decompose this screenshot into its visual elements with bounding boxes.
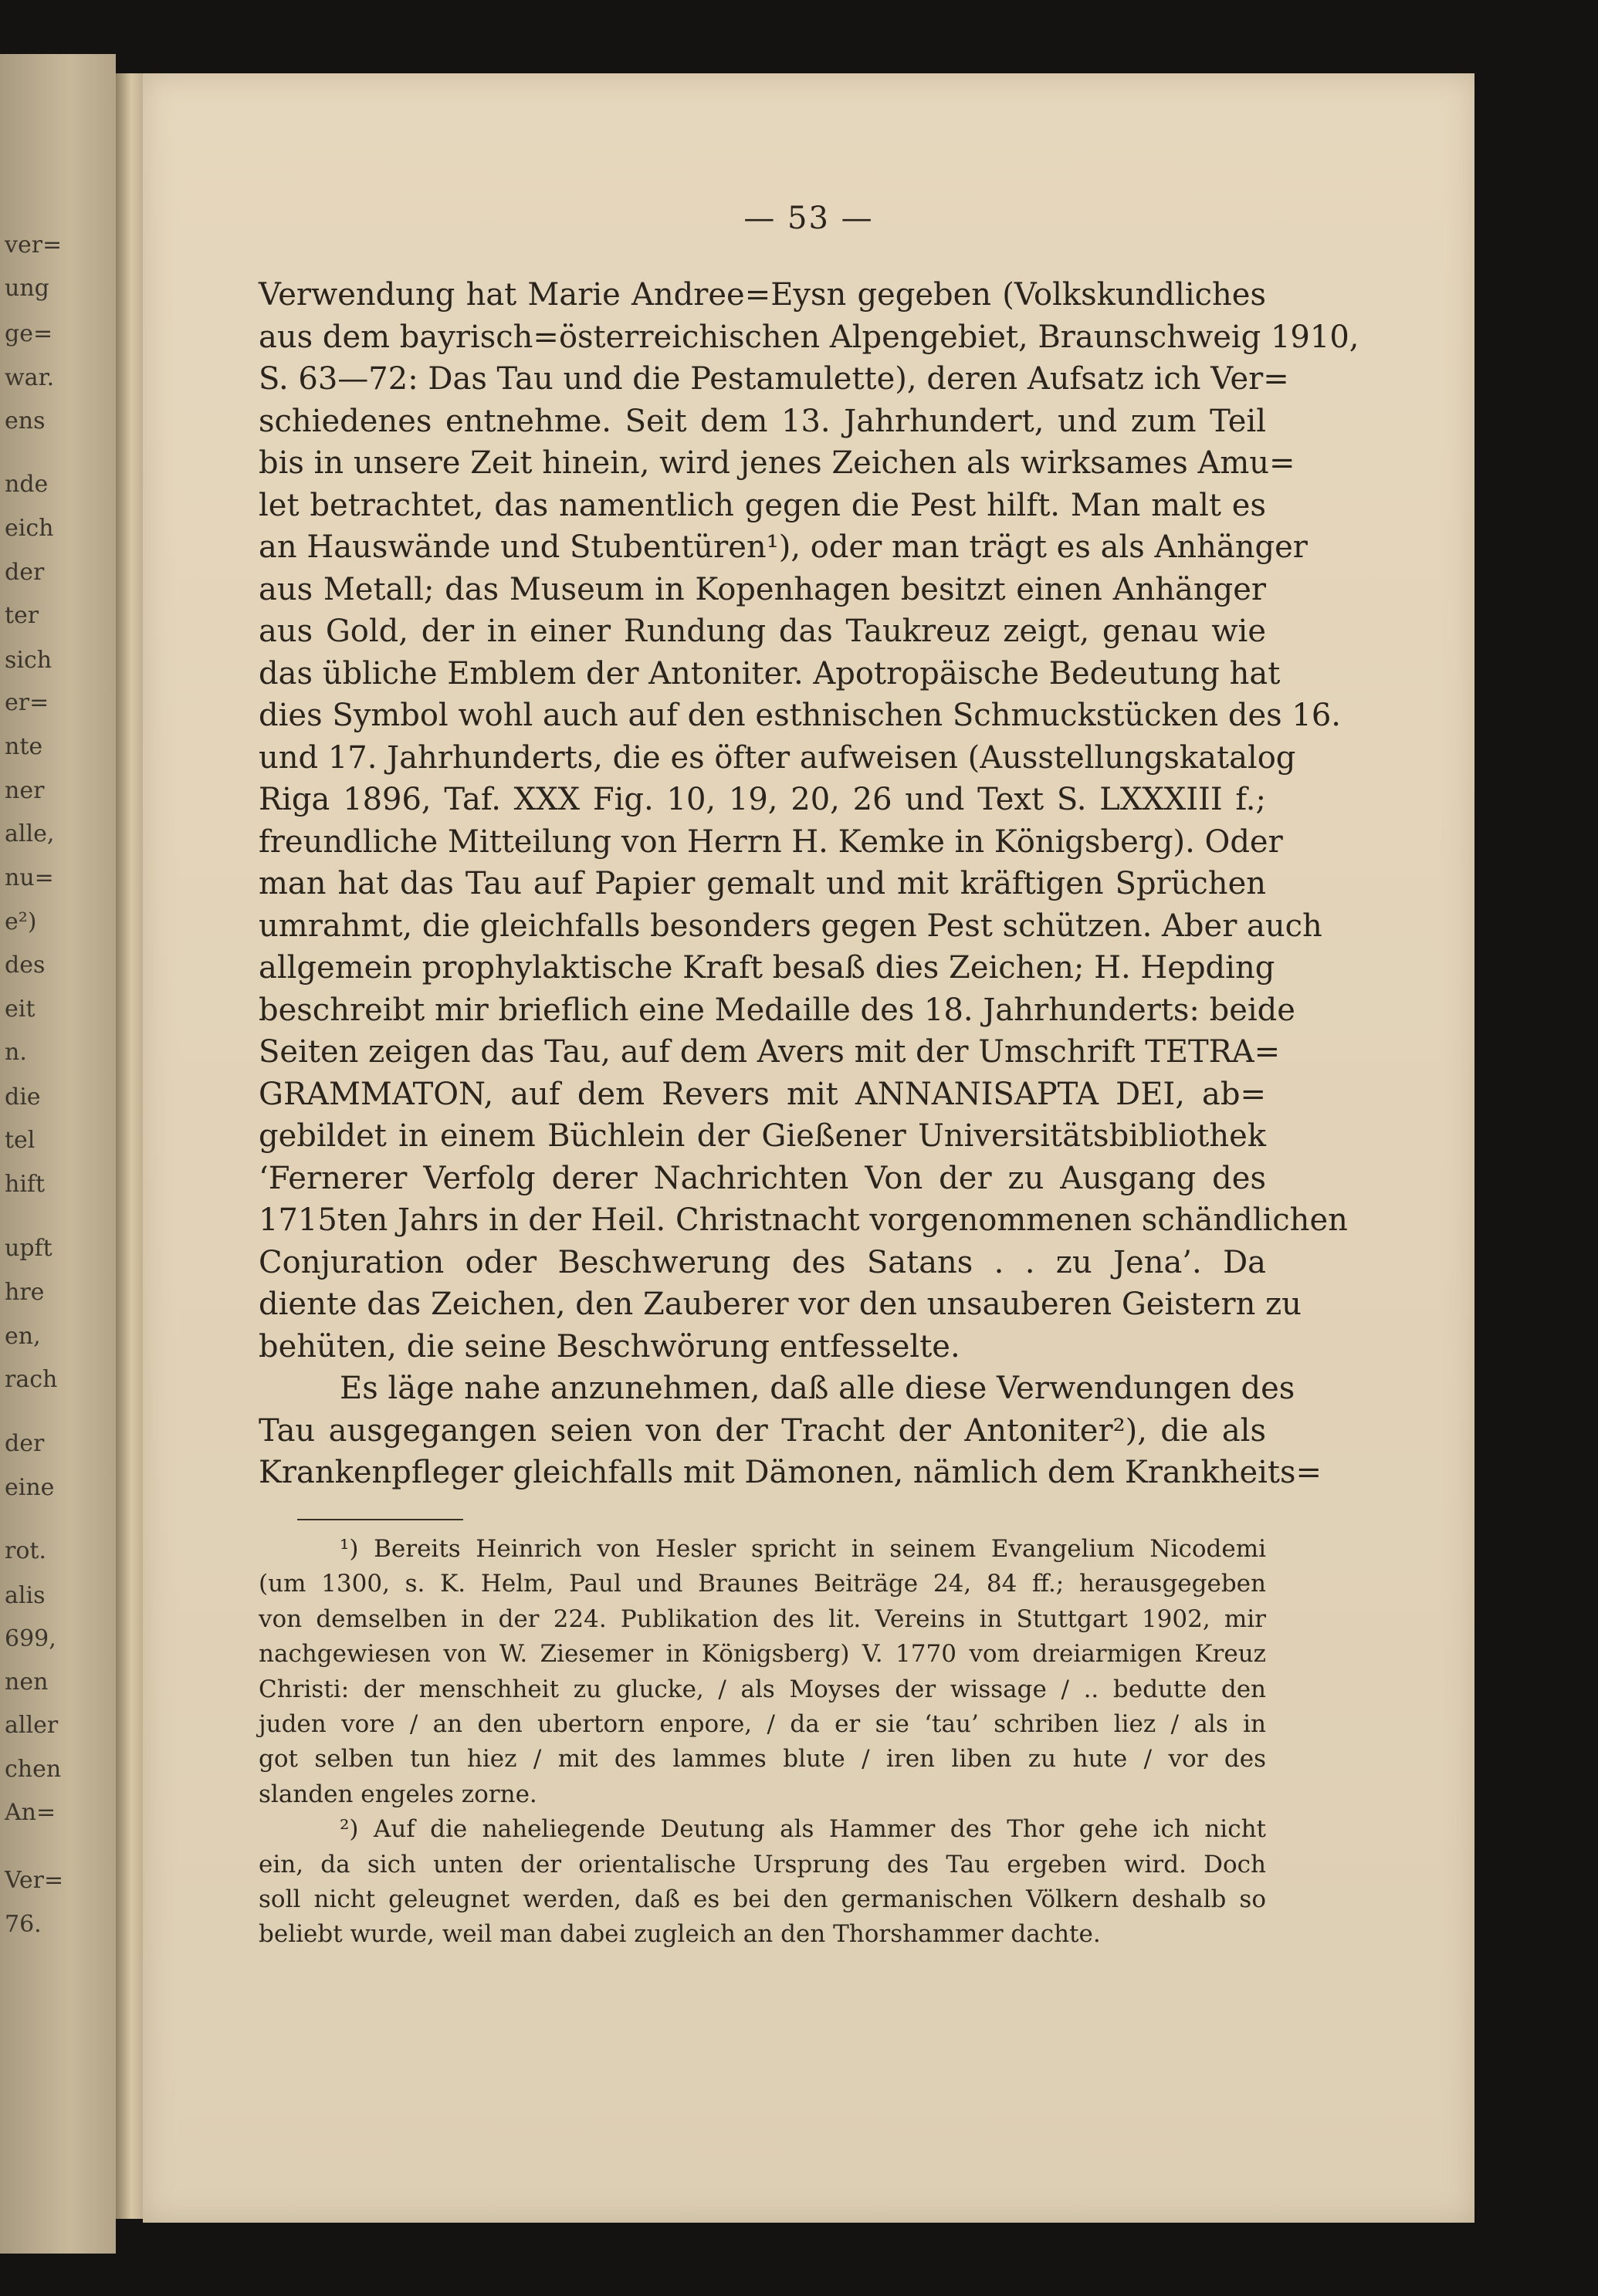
previous-page-fragment: eit xyxy=(5,996,36,1023)
previous-page-fragment: ner xyxy=(5,777,45,804)
footnote-line: slanden engeles zorne. xyxy=(259,1780,537,1808)
text-line: an Hauswände und Stubentüren¹), oder man trägt es als Anhänger xyxy=(259,529,1308,565)
footnote-line: beliebt wurde, weil man dabei zugleich an den Thorshammer dachte. xyxy=(259,1920,1101,1949)
text-line: allgemein prophylaktische Kraft besaß dies Zeichen; H. Hepding xyxy=(259,950,1275,986)
previous-page-edge xyxy=(0,54,116,2254)
footnotes xyxy=(259,1532,1266,1953)
text-line: Seiten zeigen das Tau, auf dem Avers mit der Umschrift TETRA= xyxy=(259,1034,1281,1070)
text-line: man hat das Tau auf Papier gemalt und mit kräftigen Sprüchen xyxy=(259,866,1266,901)
previous-page-fragment: aller xyxy=(5,1712,59,1739)
previous-page-fragment: chen xyxy=(5,1756,62,1783)
previous-page-fragment: ter xyxy=(5,602,39,629)
text-line: Es läge nahe anzunehmen, daß alle diese Verwendungen des xyxy=(340,1371,1295,1406)
text-line: beschreibt mir brieflich eine Medaille des 18. Jahrhunderts: beide xyxy=(259,992,1295,1028)
footnote-line: ein, da sich unten der orientalische Ursprung des Tau ergeben wird. Doch xyxy=(259,1850,1266,1878)
previous-page-fragment: Ver= xyxy=(5,1867,64,1894)
page-number: — 53 — xyxy=(743,201,874,236)
previous-page-fragment: eich xyxy=(5,515,54,542)
footnote-line: Christi: der menschheit zu glucke, / als Moyses der wissage / .. bedutte den xyxy=(259,1675,1266,1703)
previous-page-fragment: alle, xyxy=(5,820,55,847)
previous-page-fragment: 699, xyxy=(5,1625,56,1652)
previous-page-fragment: nte xyxy=(5,733,43,760)
footnote-line: got selben tun hiez / mit des lammes blute / iren liben zu hute / vor des xyxy=(259,1745,1266,1774)
previous-page-fragment: ver= xyxy=(5,232,63,259)
text-line: aus Metall; das Museum in Kopenhagen besitzt einen Anhänger xyxy=(259,571,1266,607)
text-line: S. 63—72: Das Tau und die Pestamulette), deren Aufsatz ich Ver= xyxy=(259,361,1289,397)
previous-page-fragment: nen xyxy=(5,1669,49,1696)
footnote-line: ²) Auf die naheliegende Deutung als Hammer des Thor gehe ich nicht xyxy=(340,1815,1266,1844)
previous-page-fragment: ung xyxy=(5,275,49,302)
text-line: Verwendung hat Marie Andree=Eysn gegeben (Volkskundliches xyxy=(259,277,1266,313)
previous-page-fragment: die xyxy=(5,1084,41,1111)
footnote-line: von demselben in der 224. Publikation des lit. Vereins in Stuttgart 1902, mir xyxy=(259,1604,1266,1633)
previous-page-fragment: ens xyxy=(5,407,46,435)
previous-page-fragment: war. xyxy=(5,364,55,391)
footnote-line: (um 1300, s. K. Helm, Paul und Braunes Beiträge 24, 84 ff.; herausgegeben xyxy=(259,1570,1266,1598)
text-line: 1715ten Jahrs in der Heil. Christnacht vorgenommenen schändlichen xyxy=(259,1202,1348,1238)
previous-page-fragment: der xyxy=(5,1430,45,1457)
footnote-line: nachgewiesen von W. Ziesemer in Königsberg) V. 1770 vom dreiarmigen Kreuz xyxy=(259,1640,1266,1669)
book-gutter xyxy=(116,73,147,2219)
footnote-line: soll nicht geleugnet werden, daß es bei den germanischen Völkern deshalb so xyxy=(259,1885,1266,1913)
text-line: let betrachtet, das namentlich gegen die Pest hilft. Man malt es xyxy=(259,487,1266,523)
previous-page-fragment: sich xyxy=(5,647,52,674)
text-line: aus dem bayrisch=österreichischen Alpengebiet, Braunschweig 1910, xyxy=(259,319,1359,355)
text-line: Tau ausgegangen seien von der Tracht der Antoniter²), die als xyxy=(259,1412,1266,1449)
text-line: GRAMMATON, auf dem Revers mit ANNANISAPTA DEI, ab= xyxy=(259,1076,1266,1112)
text-line: ‘Fernerer Verfolg derer Nachrichten Von der zu Ausgang des xyxy=(259,1160,1266,1196)
book-page xyxy=(143,73,1474,2223)
previous-page-fragment: rach xyxy=(5,1366,58,1393)
previous-page-fragment: rot. xyxy=(5,1537,46,1564)
previous-page-fragment: hre xyxy=(5,1279,45,1306)
previous-page-fragment: upft xyxy=(5,1235,52,1262)
previous-page-fragment: er= xyxy=(5,689,49,716)
previous-page-fragment: 76. xyxy=(5,1911,42,1938)
previous-page-fragment: der xyxy=(5,559,45,586)
text-line: umrahmt, die gleichfalls besonders gegen Pest schützen. Aber auch xyxy=(259,908,1322,944)
text-line: Krankenpfleger gleichfalls mit Dämonen, nämlich dem Krankheits= xyxy=(259,1455,1322,1490)
text-line: Riga 1896, Taf. XXX Fig. 10, 19, 20, 26 und Text S. LXXXIII f.; xyxy=(259,782,1266,817)
previous-page-fragment: n. xyxy=(5,1039,27,1066)
text-line: schiedenes entnehme. Seit dem 13. Jahrhundert, und zum Teil xyxy=(259,403,1266,439)
previous-page-fragment: tel xyxy=(5,1127,36,1154)
footnote-line: ¹) Bereits Heinrich von Hesler spricht in seinem Evangelium Nicodemi xyxy=(340,1535,1266,1563)
text-line: freundliche Mitteilung von Herrn H. Kemke in Königsberg). Oder xyxy=(259,823,1283,860)
footnote-divider xyxy=(297,1519,463,1520)
previous-page-fragment: en, xyxy=(5,1323,41,1350)
footnote-line: juden vore / an den ubertorn enpore, / da er sie ‘tau’ schriben liez / als in xyxy=(259,1709,1266,1738)
previous-page-fragment: nde xyxy=(5,471,49,498)
text-line: aus Gold, der in einer Rundung das Taukreuz zeigt, genau wie xyxy=(259,614,1266,649)
footnote-2 xyxy=(259,1812,1266,1953)
text-line: gebildet in einem Büchlein der Gießener Universitätsbibliothek xyxy=(259,1118,1266,1154)
previous-page-fragment: nu= xyxy=(5,864,54,891)
previous-page-fragment: hift xyxy=(5,1171,46,1198)
body-text xyxy=(259,274,1359,1494)
previous-page-fragment: eine xyxy=(5,1474,55,1501)
text-line: Conjuration oder Beschwerung des Satans . . zu Jena’. Da xyxy=(259,1244,1266,1280)
text-line: diente das Zeichen, den Zauberer vor den unsauberen Geistern zu xyxy=(259,1287,1302,1322)
previous-page-fragment: An= xyxy=(5,1799,56,1826)
text-line: bis in unsere Zeit hinein, wird jenes Zeichen als wirksames Amu= xyxy=(259,445,1295,481)
text-line: das übliche Emblem der Antoniter. Apotropäische Bedeutung hat xyxy=(259,655,1281,692)
text-line: dies Symbol wohl auch auf den esthnischen Schmuckstücken des 16. xyxy=(259,698,1342,733)
previous-page-fragment: ge= xyxy=(5,320,53,347)
footnote-1 xyxy=(259,1532,1266,1812)
text-line: und 17. Jahrhunderts, die es öfter aufweisen (Ausstellungskatalog xyxy=(259,739,1296,776)
previous-page-fragment: des xyxy=(5,952,46,979)
previous-page-fragment: e²) xyxy=(5,908,37,935)
previous-page-fragment: alis xyxy=(5,1582,46,1609)
text-line: behüten, die seine Beschwörung entfesselte. xyxy=(259,1328,960,1364)
